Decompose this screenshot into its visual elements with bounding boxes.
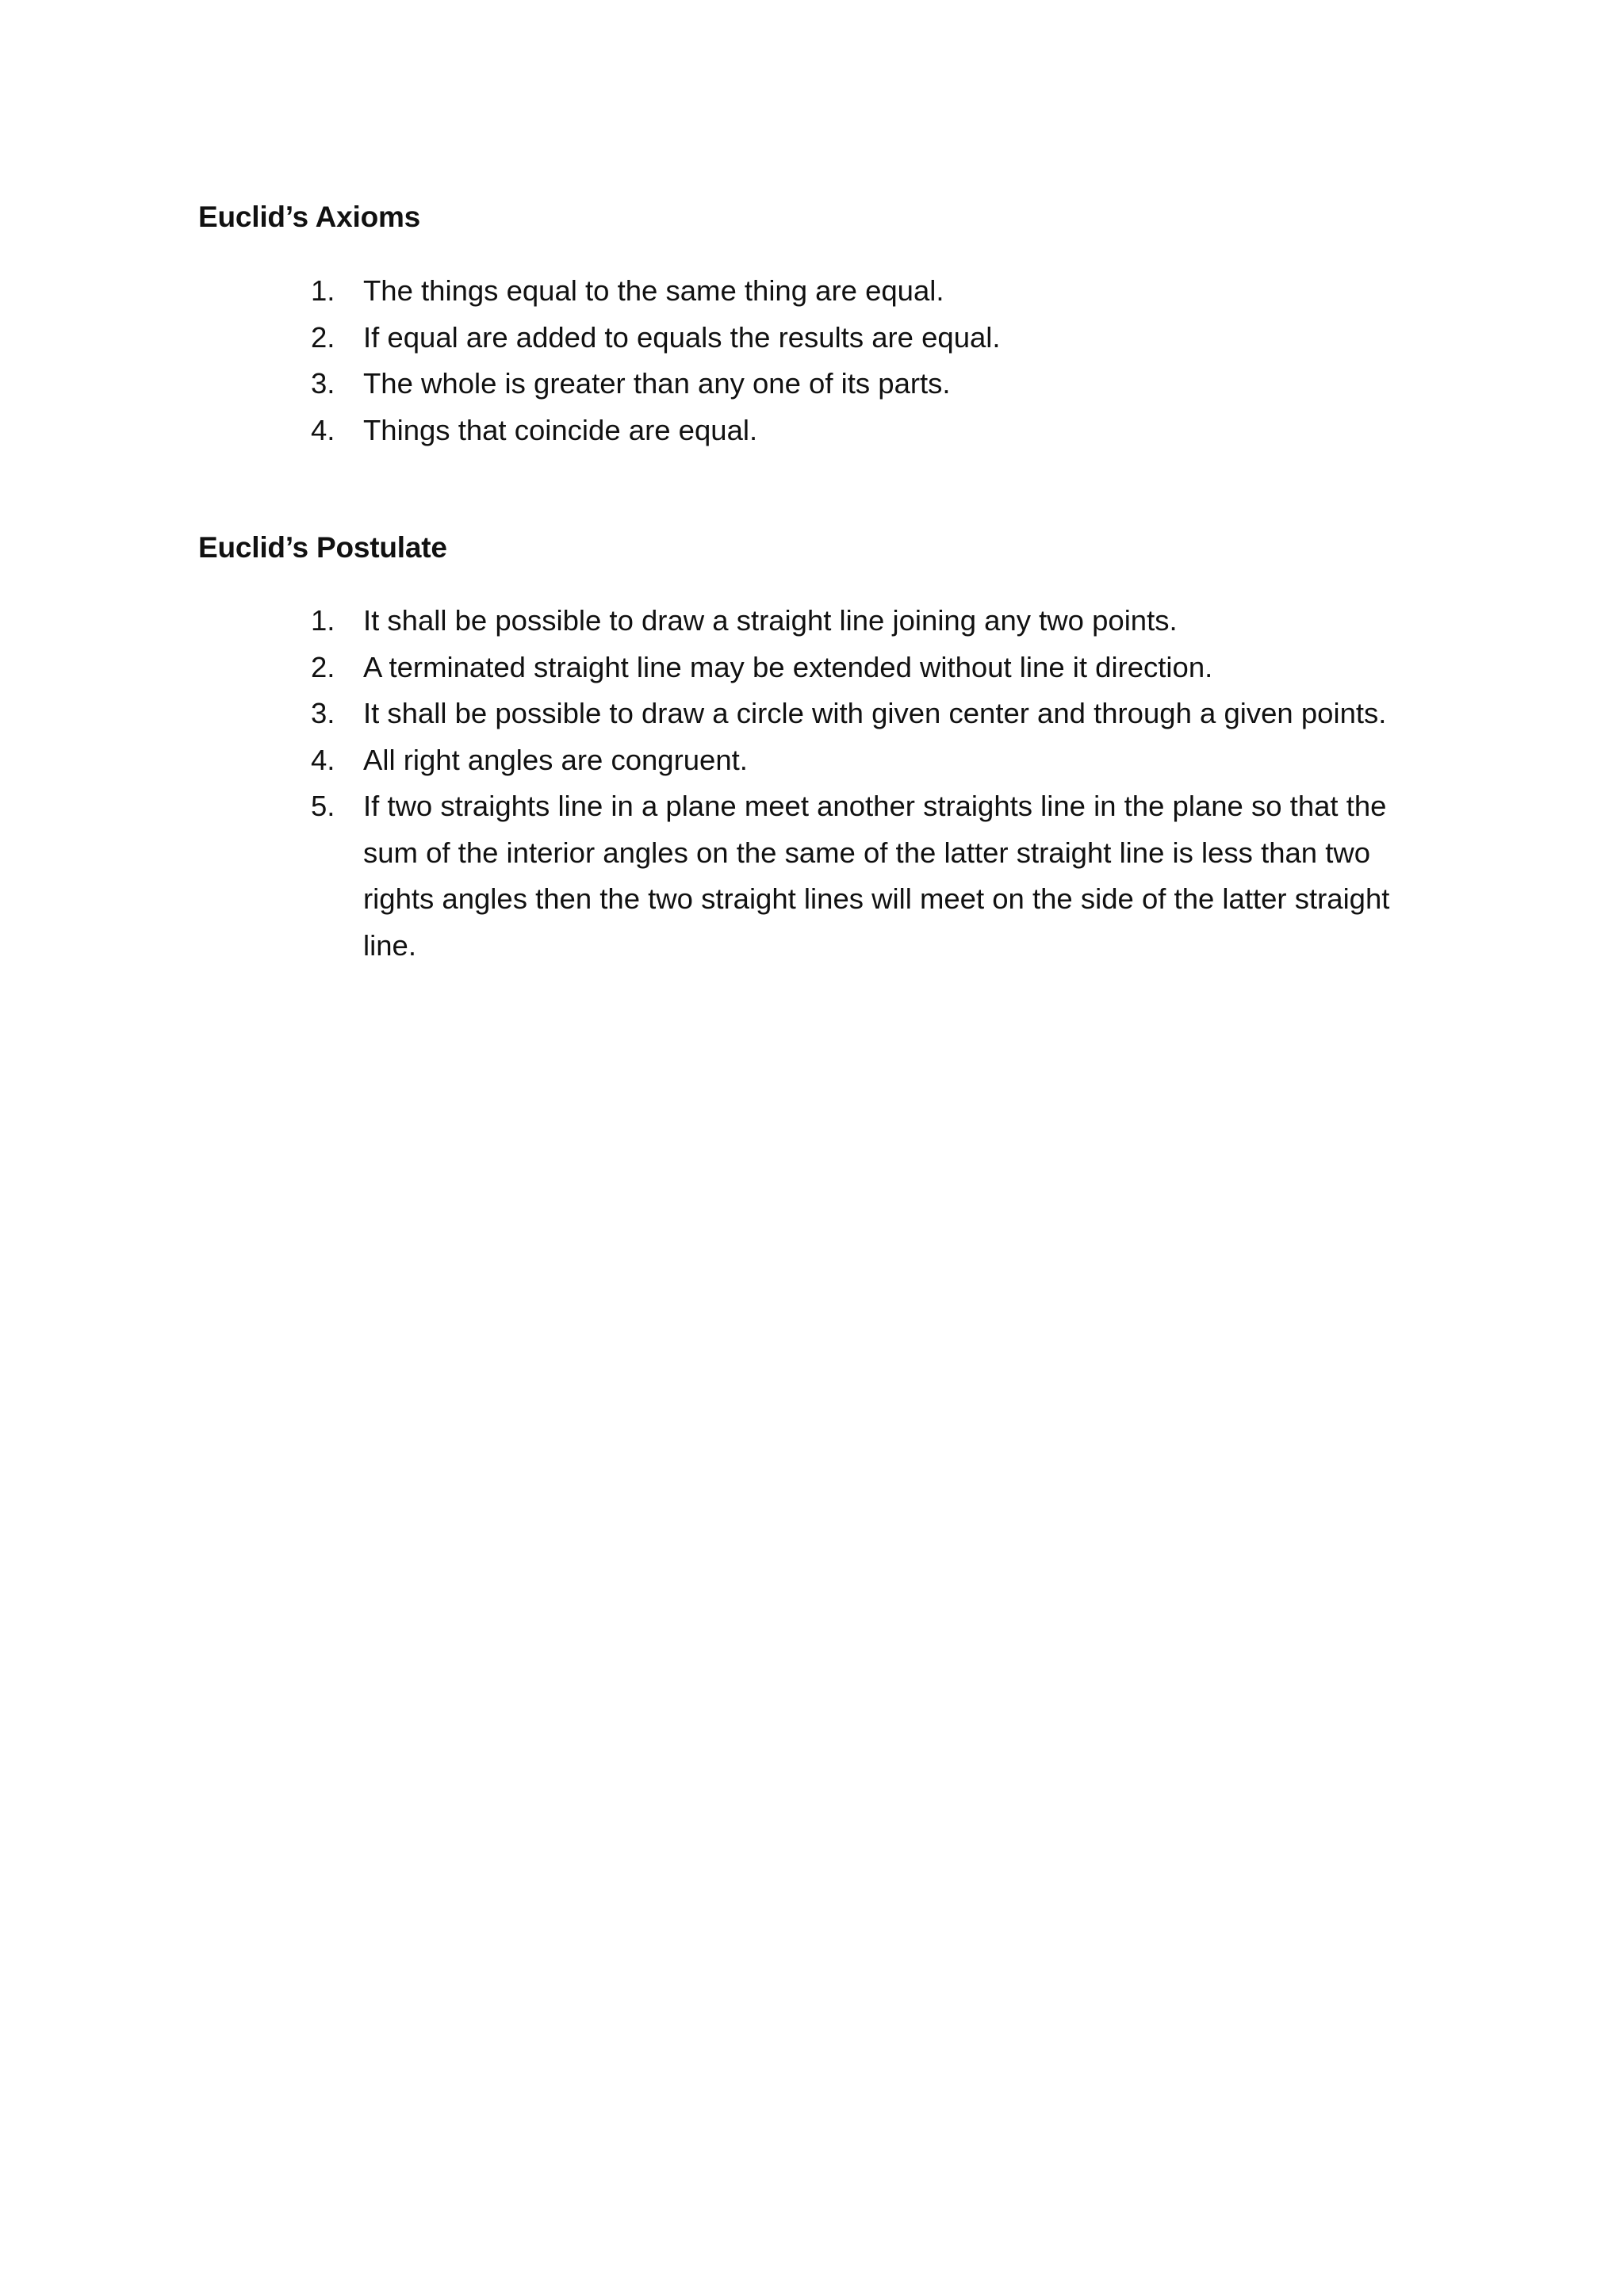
list-item [308,361,1001,408]
list-item [308,737,1442,784]
postulate-heading: Euclid’s Postulate [198,531,447,564]
list-item-text: A terminated straight line may be extended without line it direction. [363,650,1213,683]
list-item-text: The whole is greater than any one of its parts. [363,367,951,400]
list-item-number: 5. [311,790,335,822]
axioms-heading: Euclid’s Axioms [198,201,421,233]
list-item-text: The things equal to the same thing are equal. [363,274,944,307]
list-item-text: If equal are added to equals the results are equal. [363,320,1001,354]
axioms-list [308,268,1001,453]
list-item-text: All right angles are congruent. [363,743,748,776]
list-item [308,268,1001,315]
list-item-number: 3. [311,367,335,400]
list-item-number: 3. [311,697,335,729]
list-item-number: 2. [311,650,335,683]
list-item-number: 4. [311,743,335,776]
list-item-number: 1. [311,274,335,307]
list-item-number: 2. [311,320,335,354]
list-item-text: If two straights line in a plane meet another straights line in the plane so that the sum of the interior angles on the same of the latter straight line is less than two rights angles then the two straight lines will meet on the side of the latter straight line. [363,790,1390,962]
list-item-text: Things that coincide are equal. [363,413,758,446]
list-item-text: It shall be possible to draw a straight line joining any two points. [363,604,1178,637]
list-item [308,645,1442,691]
list-item [308,408,1001,454]
list-item [308,691,1442,737]
list-item-number: 1. [311,604,335,637]
list-item-text: It shall be possible to draw a circle with given center and through a given points. [363,697,1387,729]
list-item [308,315,1001,362]
list-item-number: 4. [311,413,335,446]
list-item [308,598,1442,645]
postulate-list [308,598,1442,969]
list-item [308,783,1442,969]
